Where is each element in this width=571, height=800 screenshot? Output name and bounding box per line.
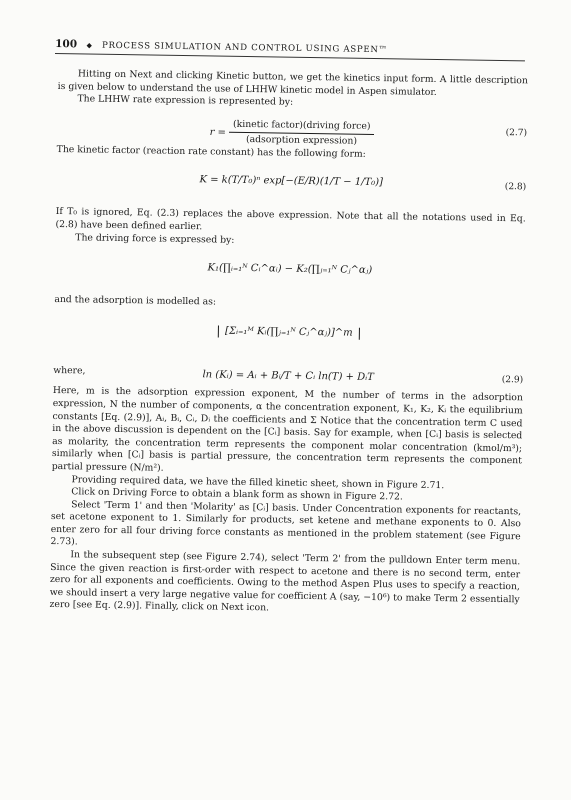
page-body xyxy=(49,68,527,619)
paragraph-where: where, xyxy=(53,364,86,377)
paragraph-driving-force-click: Click on Driving Force to obtain a blank form as shown in Figure 2.72. xyxy=(71,486,403,503)
paragraph-definitions: Here, m is the adsorption expression exponent, M the number of terms in the adsorption expression, N the number of components, α the concentration exponent, K₁, K₂, Kᵢ the equilibrium constants [Eq. (2.9)], Aᵢ, Bᵢ, Cᵢ, Dᵢ the coefficients and Σ Notice that the concentration term C used in the above discussion is dependent on the [Cᵢ] basis. Say for example, when [Cᵢ] basis is selected as molarity, the concentration term represents the component molar concentration (kmol/m³); similarly when [Cᵢ] basis is partial pressure, the concentration term represents the component partial pressure (N/m²). xyxy=(51,385,523,474)
equation-2-7-lhs: r = xyxy=(209,126,227,139)
equation-2-7-numerator: (kinetic factor)(driving force) xyxy=(229,118,375,135)
paragraph-lhhw-rate: The LHHW rate expression is represented by: xyxy=(77,93,294,108)
page-number: 100 xyxy=(55,38,78,51)
equation-2-7-fraction xyxy=(229,118,375,148)
equation-2-8 xyxy=(56,158,527,211)
equation-2-9-expression: ln (Kᵢ) = Aᵢ + Bᵢ/T + Cᵢ ln(T) + DᵢT xyxy=(202,369,374,384)
equation-driving-force-expression: K₁(∏ᵢ₌₁ᴺ Cᵢ^αᵢ) − K₂(∏ⱼ₌₁ᴺ Cⱼ^αⱼ) xyxy=(207,262,373,277)
equation-adsorption-expression: [Σᵢ₌₁ᴹ Kᵢ(∏ⱼ₌₁ᴺ Cⱼ^αⱼ)]^m xyxy=(218,325,360,340)
paragraph-adsorption: and the adsorption is modelled as: xyxy=(54,294,217,308)
equation-adsorption xyxy=(53,309,524,370)
paragraph-intro: Hitting on Next and clicking Kinetic button, we get the kinetics input form. A little description is given below to understand the use of LHHW kinetic model in Aspen simulator. xyxy=(57,68,528,98)
equation-driving-force xyxy=(54,246,525,299)
paragraph-driving-force: The driving force is expressed by: xyxy=(75,231,235,246)
running-header xyxy=(55,38,525,61)
paragraph-term-2: In the subsequent step (see Figure 2.74), select 'Term 2' from the pulldown Enter term menu. Since the given reaction is first-order with respect to acetone and there is no second term, enter zero for all exponents and coefficients. Owing to the method Aspen Plus uses to specify a reaction, we should insert a very large negative value for coefficient A (say, −10⁶) to make Term 2 essentially zero [see Eq. (2.9)]. Finally, click on Next icon. xyxy=(49,549,521,614)
equation-2-9-number: (2.9) xyxy=(501,375,524,386)
paragraph-kinetic-factor: The kinetic factor (reaction rate constant) has the following form: xyxy=(56,143,366,160)
header-bullet: ◆ xyxy=(86,41,93,50)
equation-2-7 xyxy=(57,108,527,149)
equation-2-7-denominator: (adsorption expression) xyxy=(245,134,358,148)
equation-2-8-expression: K = k(T/T₀)ⁿ exp[−(E/R)(1/T − 1/T₀)] xyxy=(199,174,384,189)
equation-2-8-number: (2.8) xyxy=(504,182,527,193)
running-title: PROCESS SIMULATION AND CONTROL USING ASPEN™ xyxy=(101,40,388,56)
paragraph-t0-ignored: If T₀ is ignored, Eq. (2.3) replaces the above expression. Note that all the notations used in Eq. (2.8) have been defined earlier. xyxy=(55,206,526,233)
equation-2-7-number: (2.7) xyxy=(505,127,528,139)
paragraph-filled-sheet: Providing required data, we have the filled kinetic sheet, shown in Figure 2.71. xyxy=(71,473,445,491)
paragraph-term-1: Select 'Term 1' and then 'Molarity' as [Cᵢ] basis. Under Concentration exponents for reactants, set acetone exponent to 1. Similarly for products, set ketene and methane exponents to 0. Also enter zero for all four driving force constants as mentioned in the problem statement (see Figure 2.73). xyxy=(50,498,522,548)
